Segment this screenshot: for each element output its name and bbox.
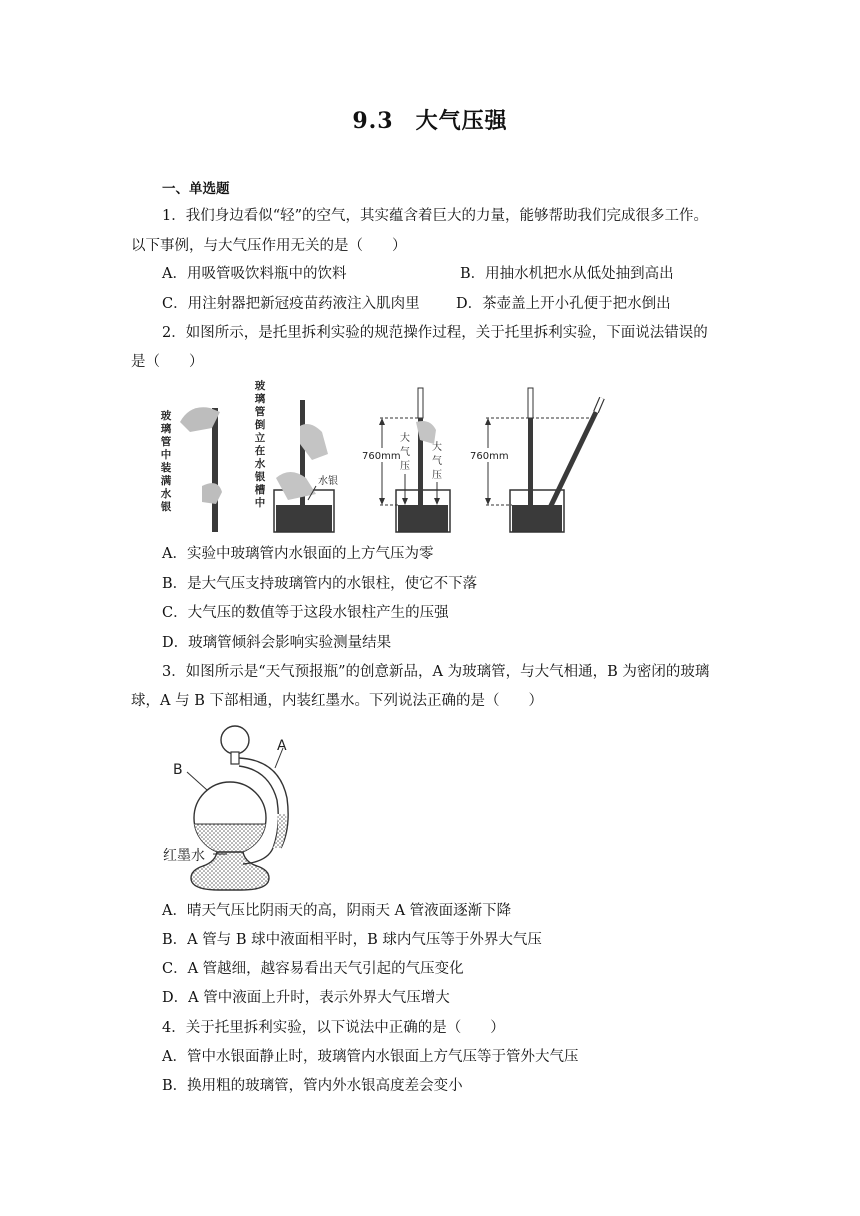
q3-stem-line1: 3．如图所示是“天气预报瓶”的创意新品，A 为玻璃管，与大气相通，B 为密闭的玻璃 bbox=[162, 664, 710, 680]
q4-option-a: A．管中水银面静止时，玻璃管内水银面上方气压等于管外大气压 bbox=[162, 1049, 579, 1065]
weather-bottle-figure bbox=[155, 718, 305, 894]
q3-option-b: B．A 管与 B 球中液面相平时，B 球内气压等于外界大气压 bbox=[162, 932, 542, 948]
panel-invert bbox=[274, 400, 338, 532]
fig-label-height-760-tilted: 760mm bbox=[470, 451, 509, 462]
fig-label-pressure-right-3: 压 bbox=[432, 470, 442, 481]
q3-option-d: D．A 管中液面上升时，表示外界大气压增大 bbox=[162, 990, 450, 1006]
q2-option-b: B．是大气压支持玻璃管内的水银柱，使它不下落 bbox=[162, 576, 478, 592]
q3-option-a: A．晴天气压比阴雨天的高，阴雨天 A 管液面逐渐下降 bbox=[162, 903, 512, 919]
page-title bbox=[0, 104, 860, 135]
q3-stem-line2: 球，A 与 B 下部相通，内装红墨水。下列说法正确的是（ ） bbox=[131, 693, 543, 709]
q2-option-c: C．大气压的数值等于这段水银柱产生的压强 bbox=[162, 605, 449, 621]
fig-label-pressure-left-1: 大 bbox=[400, 433, 410, 444]
q2-option-d: D．玻璃管倾斜会影响实验测量结果 bbox=[162, 635, 392, 651]
q1-stem-line2: 以下事例，与大气压作用无关的是（ ） bbox=[131, 238, 407, 254]
torricelli-drawing bbox=[150, 378, 620, 538]
section-heading: 一、单选题 bbox=[162, 181, 230, 197]
panel-measure bbox=[360, 388, 450, 532]
q3-option-c: C．A 管越细，越容易看出天气引起的气压变化 bbox=[162, 961, 464, 977]
fig-label-mercury: 水银 bbox=[318, 476, 338, 487]
title-text: 大气压强 bbox=[415, 108, 508, 134]
q2-stem-line2: 是（ ） bbox=[131, 354, 204, 370]
q1-stem-line1: 1．我们身边看似“轻”的空气，其实蕴含着巨大的力量，能够帮助我们完成很多工作。 bbox=[162, 208, 709, 224]
q1-option-d: D．茶壶盖上开小孔便于把水倒出 bbox=[456, 296, 671, 312]
q1-option-b: B．用抽水机把水从低处抽到高出 bbox=[460, 266, 674, 282]
q1-option-a: A．用吸管吸饮料瓶中的饮料 bbox=[162, 266, 347, 282]
fig-label-a: A bbox=[277, 738, 287, 754]
torricelli-figure bbox=[150, 378, 620, 538]
fig-label-invert-tube: 玻 璃 管 倒 立 在 水 银 槽 中 bbox=[254, 380, 266, 509]
fig-label-pressure-left-2: 气 bbox=[400, 447, 410, 458]
fig-label-pressure-right-1: 大 bbox=[432, 442, 442, 453]
weather-bottle-drawing bbox=[155, 718, 305, 894]
fig-label-red-ink: 红墨水 bbox=[163, 848, 205, 864]
fig-label-height-760: 760mm bbox=[362, 451, 401, 462]
title-number: 9.3 bbox=[352, 108, 394, 134]
q2-stem-line1: 2．如图所示，是托里拆利实验的规范操作过程，关于托里拆利实验，下面说法错误的 bbox=[162, 325, 708, 341]
fig-label-b: B bbox=[173, 762, 183, 778]
q1-option-c: C．用注射器把新冠疫苗药液注入肌肉里 bbox=[162, 296, 420, 312]
panel-fill-tube bbox=[180, 407, 222, 532]
fig-label-pressure-left-3: 压 bbox=[400, 461, 410, 472]
q2-option-a: A．实验中玻璃管内水银面的上方气压为零 bbox=[162, 546, 434, 562]
q4-stem: 4．关于托里拆利实验，以下说法中正确的是（ ） bbox=[162, 1020, 505, 1036]
q4-option-b: B．换用粗的玻璃管，管内外水银高度差会变小 bbox=[162, 1078, 463, 1094]
fig-label-pressure-right-2: 气 bbox=[432, 456, 442, 467]
panel-tilted bbox=[468, 388, 602, 532]
fig-label-fill-tube: 玻 璃 管 中 装 满 水 银 bbox=[160, 410, 172, 513]
